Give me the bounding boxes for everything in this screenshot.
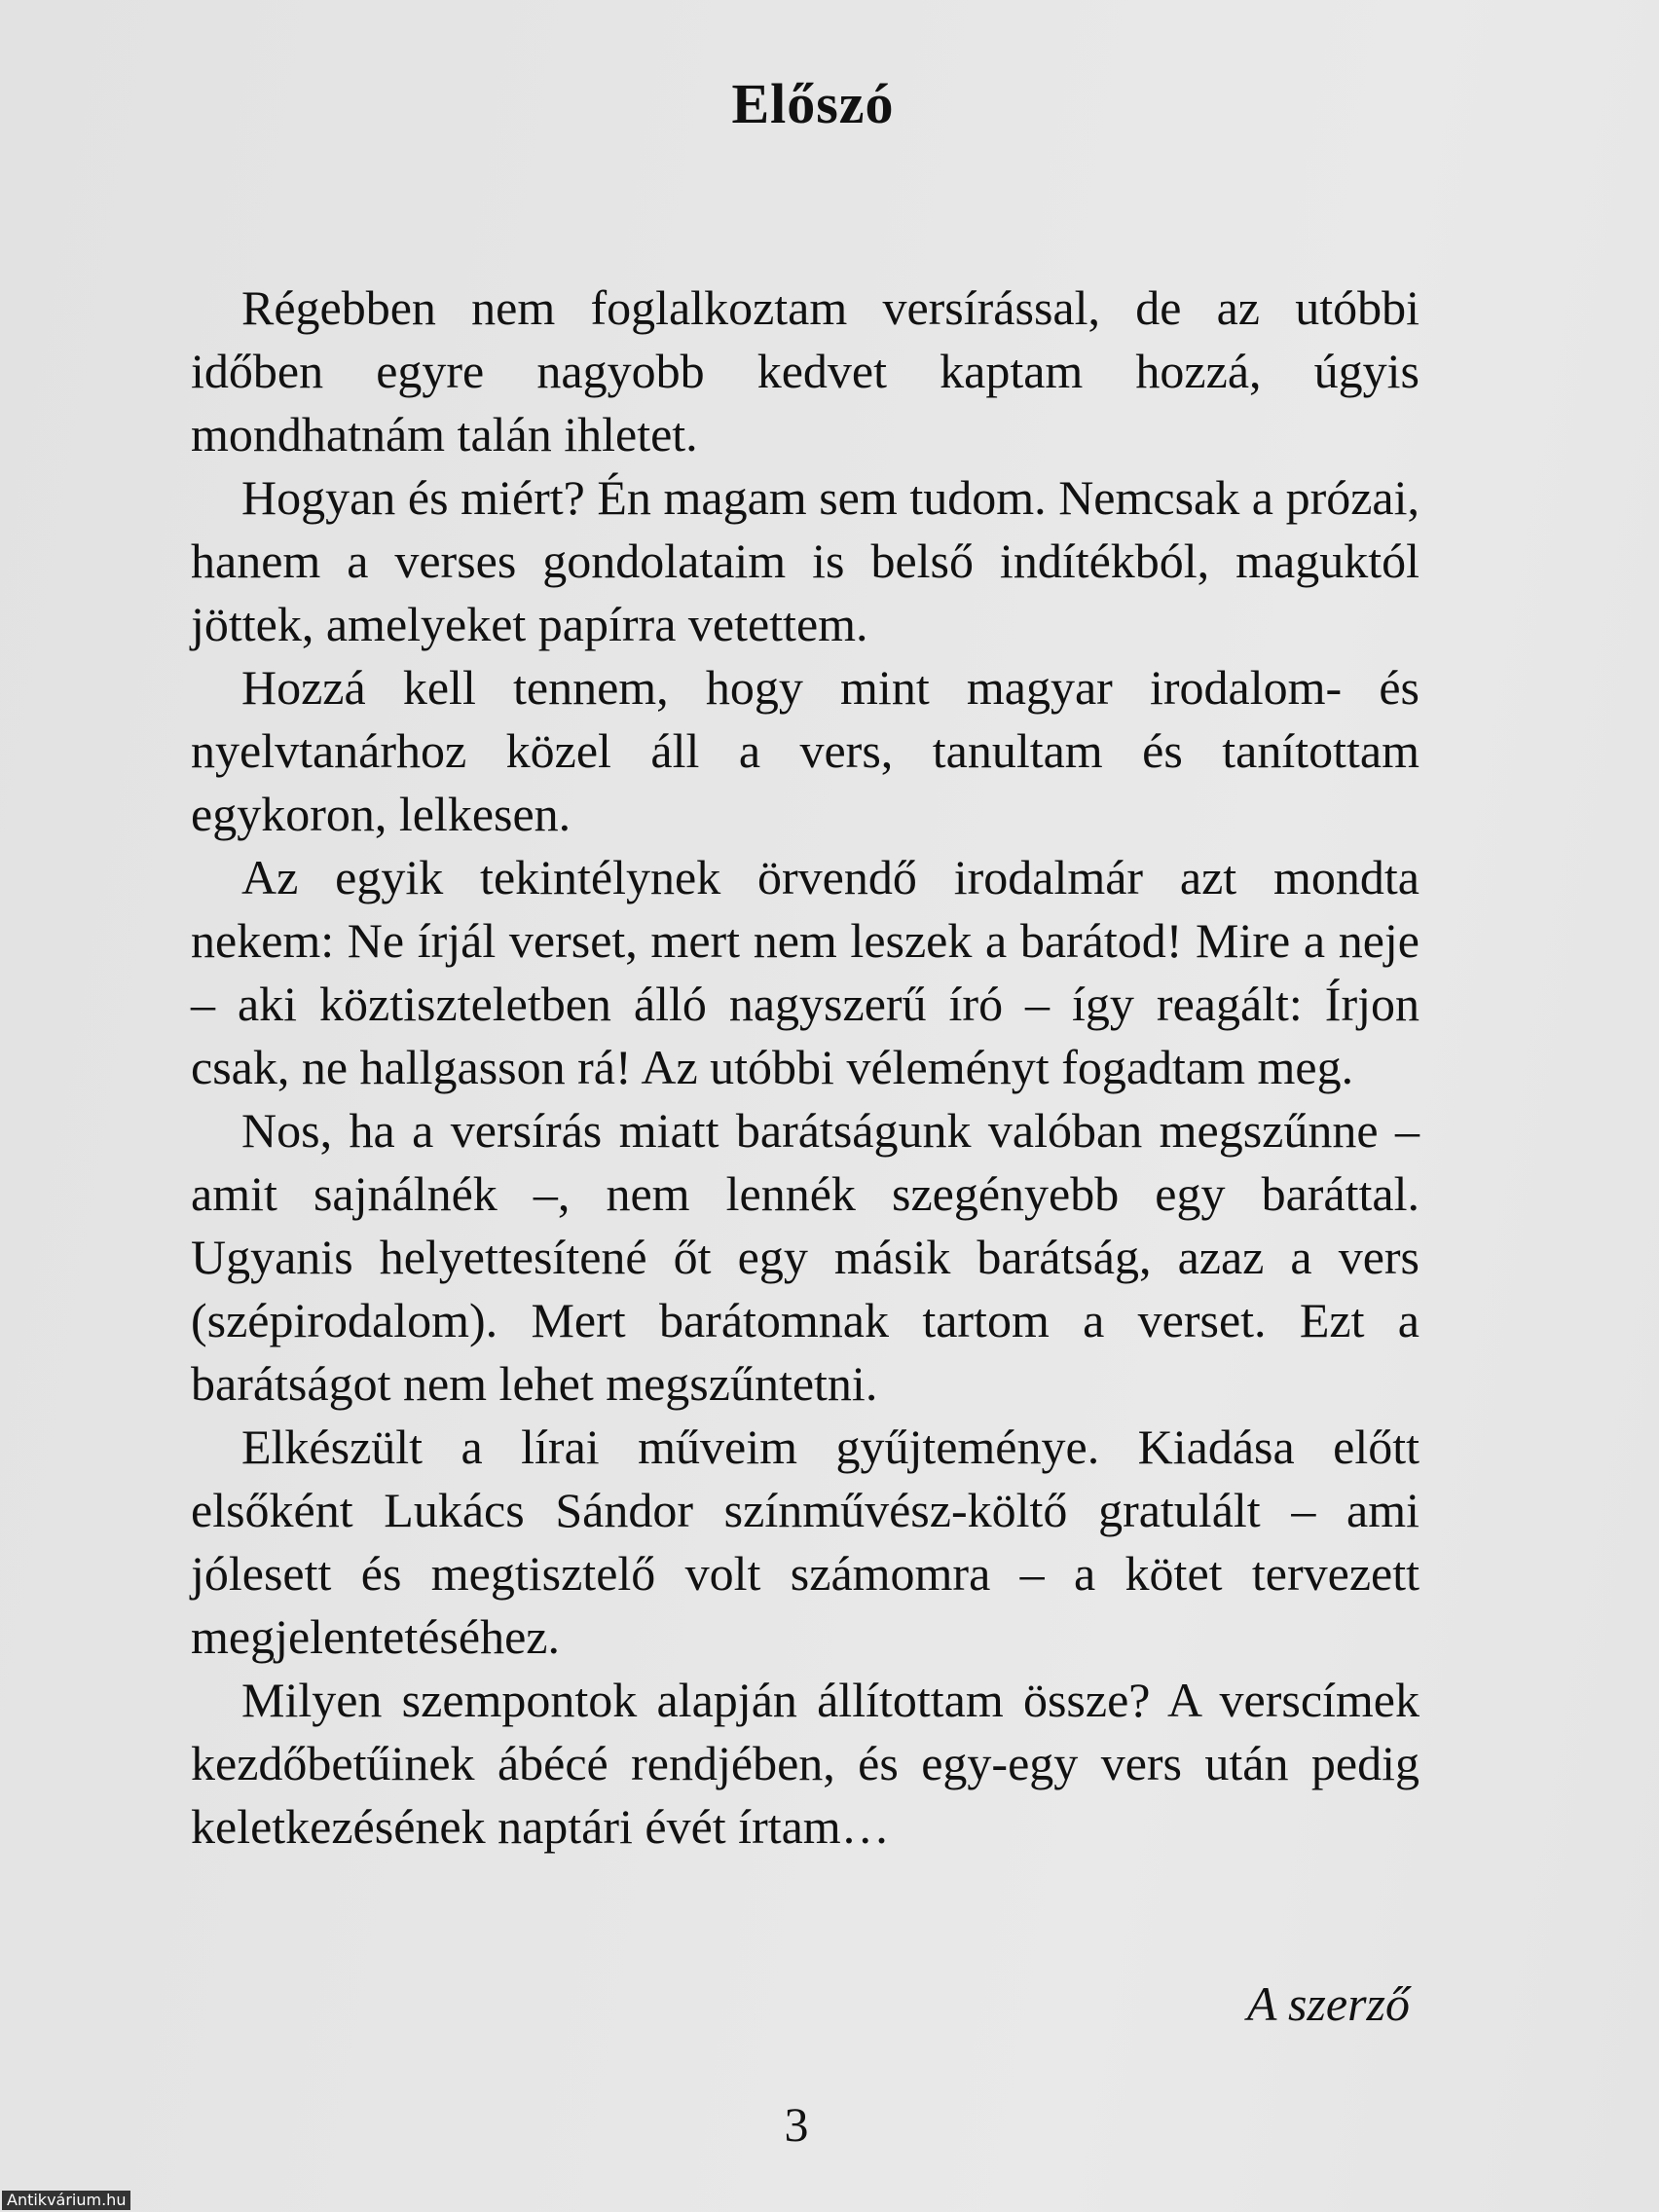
paragraph-3: Hozzá kell tennem, hogy mint magyar irodalom- és nyelvtanárhoz közel áll a vers, tanultam és tanítottam egykoron, lelkesen. bbox=[191, 660, 1419, 841]
preface-body bbox=[191, 276, 1419, 1859]
paragraph-1: Régebben nem foglalkoztam versírással, de az utóbbi időben egyre nagyobb kedvet kaptam hozzá, úgyis mondhatnám talán ihletet. bbox=[191, 280, 1419, 461]
paragraph-7: Milyen szempontok alapján állítottam össze? A verscímek kezdőbetűinek ábécé rendjében, és egy-egy vers után pedig keletkezésének naptári évét írtam… bbox=[191, 1673, 1419, 1854]
paragraph-5: Nos, ha a versírás miatt barátságunk valóban megszűnne – amit sajnálnék –, nem lennék szegényebb egy baráttal. Ugyanis helyettesítené őt egy másik barátság, azaz a vers (szépirodalom). Mert barátomnak tartom a verset. Ezt a barátságot nem lehet megszűntetni. bbox=[191, 1103, 1419, 1411]
paragraph-4: Az egyik tekintélynek örvendő irodalmár azt mondta nekem: Ne írjál verset, mert nem leszek a barátod! Mire a neje – aki köztiszteletben álló nagyszerű író – így reagált: Írjon csak, ne hallgasson rá! Az utóbbi véleményt fogadtam meg. bbox=[191, 850, 1419, 1094]
paragraph-2: Hogyan és miért? Én magam sem tudom. Nemcsak a prózai, hanem a verses gondolataim is belső indítékból, maguktól jöttek, amelyeket papírra vetettem. bbox=[191, 470, 1419, 651]
watermark-label: Antikvárium.hu bbox=[2, 2191, 130, 2210]
author-signature: A szerző bbox=[1246, 1976, 1410, 2031]
page-number: 3 bbox=[784, 2097, 809, 2152]
paragraph-6: Elkészült a lírai műveim gyűjteménye. Kiadása előtt elsőként Lukács Sándor színművész-költő gratulált – ami jólesett és megtisztelő volt számomra – a kötet tervezett megjelentetéséhez. bbox=[191, 1419, 1419, 1664]
page-title: Előszó bbox=[731, 72, 895, 135]
